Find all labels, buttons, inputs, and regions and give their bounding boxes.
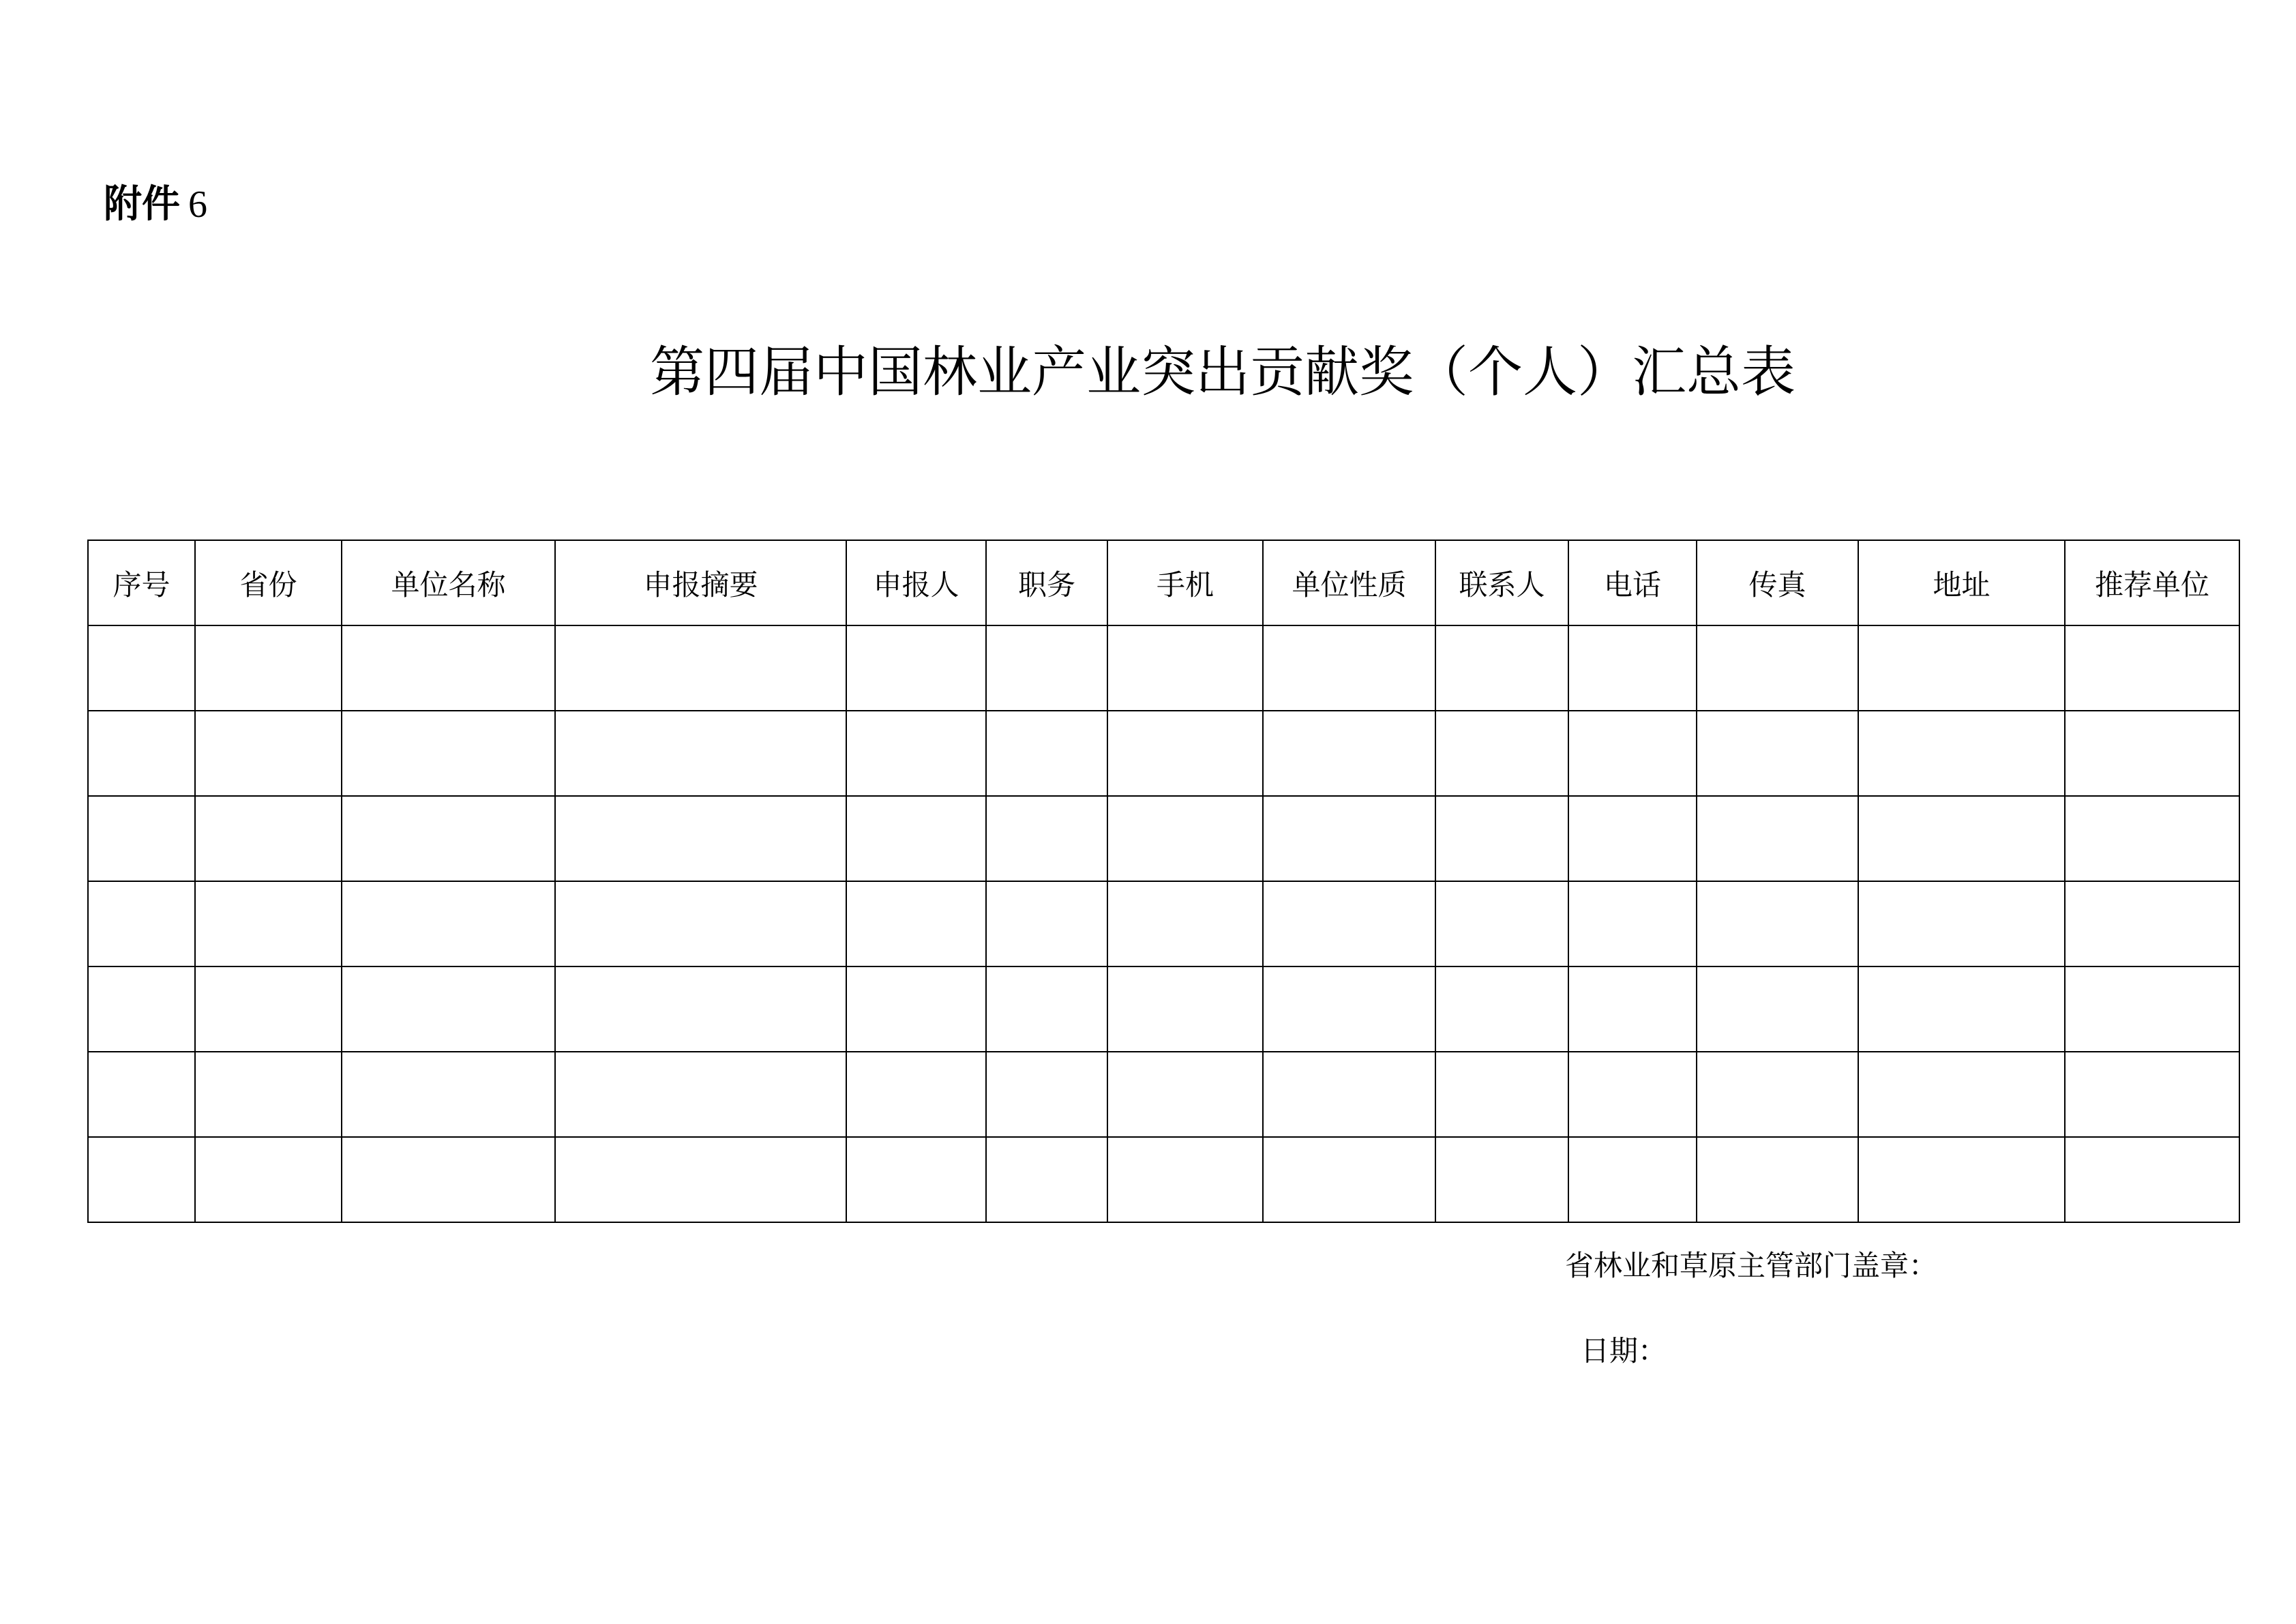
table-cell[interactable] xyxy=(195,796,342,881)
table-cell[interactable] xyxy=(986,796,1107,881)
table-cell[interactable] xyxy=(1568,1137,1697,1222)
summary-table xyxy=(87,540,2240,1223)
table-cell[interactable] xyxy=(1263,1052,1435,1137)
header-recommending-unit: 推荐单位 xyxy=(2065,540,2239,625)
header-contact-person: 联系人 xyxy=(1435,540,1568,625)
page-title: 第四届中国林业产业突出贡献奖（个人）汇总表 xyxy=(650,340,1795,404)
header-position: 职务 xyxy=(986,540,1107,625)
table-cell[interactable] xyxy=(1435,711,1568,796)
table-cell[interactable] xyxy=(846,796,986,881)
table-cell[interactable] xyxy=(88,966,195,1052)
table-cell[interactable] xyxy=(555,796,846,881)
table-cell[interactable] xyxy=(342,966,555,1052)
table-cell[interactable] xyxy=(1263,796,1435,881)
table-cell[interactable] xyxy=(342,1052,555,1137)
table-row xyxy=(88,1137,2239,1222)
table-cell[interactable] xyxy=(555,881,846,966)
table-cell[interactable] xyxy=(88,796,195,881)
table-cell[interactable] xyxy=(2065,625,2239,711)
table-cell[interactable] xyxy=(1107,881,1263,966)
table-cell[interactable] xyxy=(1568,1052,1697,1137)
table-cell[interactable] xyxy=(846,1052,986,1137)
table-cell[interactable] xyxy=(1858,1052,2065,1137)
table-cell[interactable] xyxy=(342,1137,555,1222)
table-cell[interactable] xyxy=(2065,1137,2239,1222)
table-cell[interactable] xyxy=(986,1052,1107,1137)
date-label: 日期： xyxy=(1581,1334,1667,1368)
table-cell[interactable] xyxy=(555,711,846,796)
table-cell[interactable] xyxy=(2065,966,2239,1052)
table-cell[interactable] xyxy=(1858,796,2065,881)
table-cell[interactable] xyxy=(1107,711,1263,796)
table-row xyxy=(88,966,2239,1052)
table-cell[interactable] xyxy=(195,881,342,966)
table-cell[interactable] xyxy=(1568,966,1697,1052)
table-cell[interactable] xyxy=(342,625,555,711)
table-cell[interactable] xyxy=(1568,881,1697,966)
table-cell[interactable] xyxy=(1697,881,1858,966)
table-cell[interactable] xyxy=(342,711,555,796)
table-cell[interactable] xyxy=(88,625,195,711)
header-serial-number: 序号 xyxy=(88,540,195,625)
header-mobile: 手机 xyxy=(1107,540,1263,625)
table-cell[interactable] xyxy=(2065,881,2239,966)
table-cell[interactable] xyxy=(1107,966,1263,1052)
table-cell[interactable] xyxy=(1435,625,1568,711)
table-cell[interactable] xyxy=(986,711,1107,796)
table-cell[interactable] xyxy=(1263,625,1435,711)
table-cell[interactable] xyxy=(1697,711,1858,796)
table-cell[interactable] xyxy=(342,796,555,881)
header-address: 地址 xyxy=(1858,540,2065,625)
table-cell[interactable] xyxy=(1697,1052,1858,1137)
stamp-label: 省林业和草原主管部门盖章： xyxy=(1565,1249,1938,1282)
table-cell[interactable] xyxy=(846,881,986,966)
table-cell[interactable] xyxy=(986,966,1107,1052)
table-cell[interactable] xyxy=(195,1052,342,1137)
table-cell[interactable] xyxy=(195,711,342,796)
table-cell[interactable] xyxy=(1107,796,1263,881)
table-cell[interactable] xyxy=(88,881,195,966)
attachment-text: 附件 xyxy=(104,182,180,226)
table-cell[interactable] xyxy=(555,625,846,711)
header-phone: 电话 xyxy=(1568,540,1697,625)
table-cell[interactable] xyxy=(195,625,342,711)
table-cell[interactable] xyxy=(1435,796,1568,881)
table-body xyxy=(88,625,2239,1222)
table-cell[interactable] xyxy=(1568,796,1697,881)
table-cell[interactable] xyxy=(1858,625,2065,711)
table-cell[interactable] xyxy=(2065,796,2239,881)
table-cell[interactable] xyxy=(555,966,846,1052)
header-unit-type: 单位性质 xyxy=(1263,540,1435,625)
table-cell[interactable] xyxy=(88,711,195,796)
table-cell[interactable] xyxy=(1568,625,1697,711)
table-cell[interactable] xyxy=(1107,1052,1263,1137)
table-cell[interactable] xyxy=(1697,796,1858,881)
table-cell[interactable] xyxy=(1263,881,1435,966)
table-cell[interactable] xyxy=(1263,711,1435,796)
table-cell[interactable] xyxy=(1697,966,1858,1052)
table-cell[interactable] xyxy=(846,1137,986,1222)
table-cell[interactable] xyxy=(195,1137,342,1222)
header-province: 省份 xyxy=(195,540,342,625)
table-cell[interactable] xyxy=(88,1137,195,1222)
table-cell[interactable] xyxy=(986,1137,1107,1222)
table-cell[interactable] xyxy=(1263,1137,1435,1222)
table-cell[interactable] xyxy=(986,625,1107,711)
table-cell[interactable] xyxy=(1435,966,1568,1052)
table-cell[interactable] xyxy=(1435,1052,1568,1137)
header-summary: 申报摘要 xyxy=(555,540,846,625)
attachment-label xyxy=(104,179,207,231)
table-cell[interactable] xyxy=(1435,1137,1568,1222)
table-cell[interactable] xyxy=(846,966,986,1052)
table-row xyxy=(88,711,2239,796)
table-cell[interactable] xyxy=(1697,1137,1858,1222)
table-cell[interactable] xyxy=(1568,711,1697,796)
table-cell[interactable] xyxy=(1858,966,2065,1052)
table-cell[interactable] xyxy=(1107,1137,1263,1222)
table-row xyxy=(88,625,2239,711)
table-cell[interactable] xyxy=(986,881,1107,966)
attachment-number: 6 xyxy=(188,183,207,226)
table-cell[interactable] xyxy=(2065,711,2239,796)
table-row xyxy=(88,1052,2239,1137)
table-cell[interactable] xyxy=(1858,1137,2065,1222)
table-cell[interactable] xyxy=(88,1052,195,1137)
table-cell[interactable] xyxy=(846,711,986,796)
header-applicant: 申报人 xyxy=(846,540,986,625)
table-row xyxy=(88,881,2239,966)
table-header-row xyxy=(88,540,2239,625)
table-cell[interactable] xyxy=(1858,881,2065,966)
table-cell[interactable] xyxy=(846,625,986,711)
table-cell[interactable] xyxy=(2065,1052,2239,1137)
table-cell[interactable] xyxy=(195,966,342,1052)
table-row xyxy=(88,796,2239,881)
table-cell[interactable] xyxy=(342,881,555,966)
table-cell[interactable] xyxy=(1107,625,1263,711)
table-cell[interactable] xyxy=(1858,711,2065,796)
table-cell[interactable] xyxy=(1263,966,1435,1052)
header-fax: 传真 xyxy=(1697,540,1858,625)
table-cell[interactable] xyxy=(555,1052,846,1137)
table-cell[interactable] xyxy=(555,1137,846,1222)
header-unit-name: 单位名称 xyxy=(342,540,555,625)
table-cell[interactable] xyxy=(1435,881,1568,966)
table-cell[interactable] xyxy=(1697,625,1858,711)
